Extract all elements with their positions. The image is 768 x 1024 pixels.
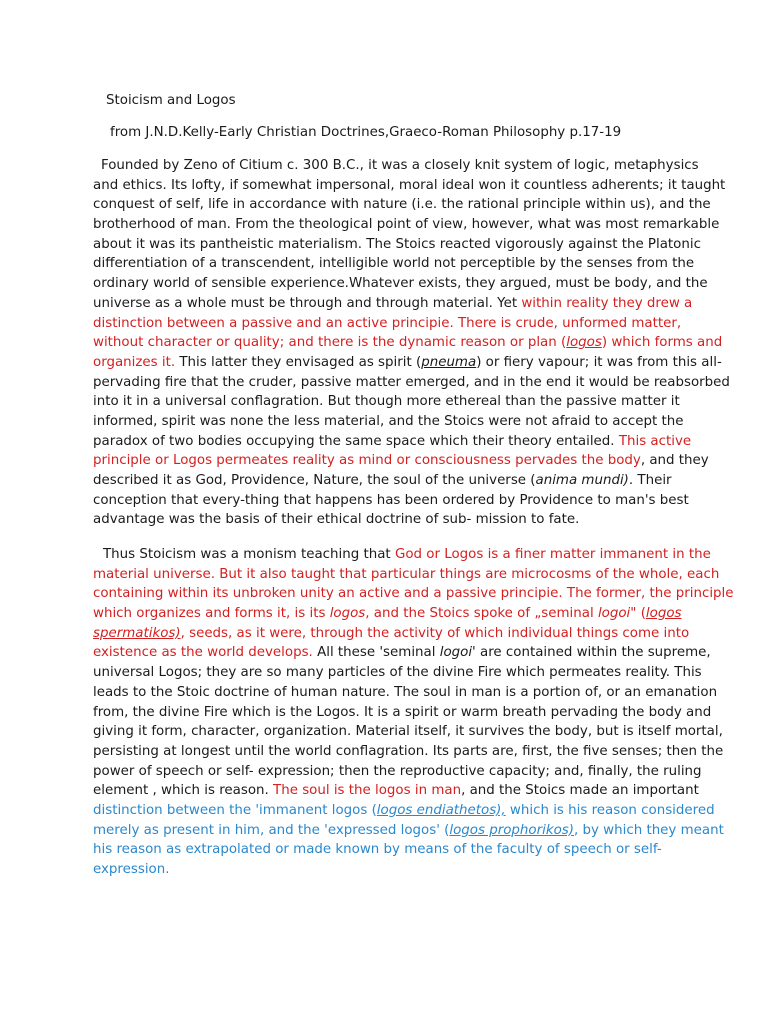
text-run: anima mundi)	[535, 473, 629, 488]
text-run: and ethics. Its lofty, if somewhat impersonal, moral ideal won it countless adherents; it taught	[93, 177, 726, 193]
text-line	[93, 510, 693, 530]
paragraph-1	[93, 156, 730, 530]
text-run: , and the Stoics spoke of „seminal	[365, 606, 598, 622]
text-line	[93, 274, 708, 294]
text-run: logoi'	[439, 645, 476, 661]
text-run: conquest of self, life in accordance with nature (i.e. the rational principle within us), and the	[93, 197, 711, 213]
text-line	[93, 604, 693, 624]
text-run: his reason as extrapolated or made known by means of the faculty of speech or self-	[93, 842, 662, 858]
document-title: Stoicism and Logos	[106, 93, 236, 108]
text-run: expression.	[93, 862, 170, 877]
text-run: described it as God, Providence, Nature, the soul of the universe (	[93, 473, 536, 488]
text-line	[93, 565, 720, 585]
text-run: Thus Stoicism was a monism teaching that	[103, 547, 395, 562]
text-line	[93, 235, 701, 255]
text-run: spermatikos)	[93, 625, 181, 641]
text-run: without character or quality; and there is the dynamic reason or plan (	[93, 335, 567, 351]
text-run: existence as the world develops.	[93, 645, 313, 661]
text-run: ordinary world of sensible experience.Whatever exists, they argued, must be body, and the	[93, 276, 708, 292]
text-run: material universe. But it also taught that particular things are microcosms of the whole, each	[93, 566, 720, 582]
text-run: , and they	[640, 453, 709, 469]
text-line	[93, 762, 702, 782]
text-run: logos	[645, 606, 682, 622]
text-run: are contained within the supreme,	[475, 645, 711, 661]
text-run: distinction between a passive and an active principie. There is crude, unformed matter,	[93, 315, 682, 331]
text-run: , seeds, as it were, through the activity of which individual things come into	[180, 625, 690, 641]
text-line	[93, 294, 693, 314]
text-run: pervading fire that the cruder, passive matter emerged, and in the end it would be reabsorbed	[93, 374, 730, 390]
text-line	[93, 254, 693, 274]
text-run: into it in a universal conflagration. But though more ethereal than the passive matter it	[93, 394, 680, 410]
text-line	[93, 781, 699, 801]
text-line	[93, 742, 724, 762]
text-run: which organizes and forms it, is its	[93, 606, 330, 622]
text-run: This latter they envisaged as spirit (	[175, 354, 422, 370]
text-line	[93, 215, 720, 235]
text-run: persisting at longest until the world conflagration. Its parts are, first, the five senses; then the	[93, 743, 724, 759]
text-run: advantage was the basis of their ethical doctrine of sub- mission to fate.	[93, 512, 580, 528]
text-line	[93, 722, 723, 742]
text-line	[93, 663, 702, 683]
text-run: element , which is reason.	[93, 783, 274, 799]
text-run: about it was its pantheistic materialism. The Stoics reacted vigorously against the Platonic	[93, 236, 701, 252]
text-run: logoi"	[597, 606, 637, 622]
text-run: logos endiathetos),	[376, 802, 506, 818]
text-run: which is his reason considered	[505, 802, 715, 818]
text-run: This active	[618, 433, 692, 449]
text-line	[93, 195, 711, 215]
text-run: logos	[329, 606, 366, 622]
text-run: logos prophorikos)	[449, 822, 574, 838]
text-line	[93, 821, 724, 841]
text-line	[93, 314, 693, 334]
text-line	[93, 643, 711, 663]
text-run: , by which they meant	[573, 822, 724, 838]
text-run: containing within its unbroken unity an active and a passive principie. The former, the principle	[93, 586, 734, 602]
text-line	[93, 624, 693, 644]
text-run: leads to the Stoic doctrine of human nature. The soul in man is a portion of, or an emanation	[93, 684, 718, 700]
text-line	[93, 412, 693, 432]
text-line	[93, 156, 699, 176]
text-line	[93, 392, 693, 412]
document-source: from J.N.D.Kelly-Early Christian Doctrines,Graeco-Roman Philosophy p.17-19	[110, 125, 622, 140]
text-run: ) or fiery vapour; it was from this all-	[476, 354, 722, 370]
text-line	[93, 451, 709, 471]
text-run: universe as a whole must be through and through material. Yet	[93, 295, 522, 311]
text-run: principle or Logos permeates reality as mind or consciousness pervades the body	[93, 453, 641, 469]
text-run: conception that every-thing that happens has been ordered by Providence to man's best	[93, 492, 689, 508]
text-run: informed, spirit was none the less material, and the Stoics were not afraid to accept the	[93, 413, 684, 429]
text-line	[93, 703, 712, 723]
text-run: logos	[566, 335, 602, 351]
text-run: differentiation of a transcendent, intelligible world not perceptible by the senses from the	[93, 256, 695, 272]
text-run: (	[636, 606, 646, 622]
text-run: God or Logos is a finer matter immanent in the	[394, 547, 711, 562]
text-run: pneuma	[421, 354, 477, 370]
text-line	[93, 840, 693, 860]
text-run: distinction between the 'immanent logos (	[93, 802, 377, 818]
text-line	[93, 584, 734, 604]
text-run: organizes it.	[93, 354, 176, 370]
text-run: giving it form, character, organization. Material itself, it survives the body, but is itself mortal,	[93, 724, 723, 740]
text-run: Founded by Zeno of Citium c. 300 B.C., it was a closely knit system of logic, metaphysics	[101, 158, 699, 173]
text-line	[93, 333, 723, 353]
text-line	[93, 373, 730, 393]
text-run: , and the Stoics made an important	[461, 783, 699, 799]
paragraph-2	[93, 545, 734, 880]
text-line	[93, 176, 726, 196]
text-run: paradox of two bodies occupying the same space which their theory entailed.	[93, 433, 619, 449]
text-run: from, the divine Fire which is the Logos. It is a spirit or warm breath pervading the body and	[93, 704, 712, 720]
text-line	[93, 353, 722, 373]
text-line	[93, 491, 693, 511]
text-line	[93, 683, 718, 703]
text-run: power of speech or self- expression; then the reproductive capacity; and, finally, the ruling	[93, 763, 702, 779]
text-run: ) which forms and	[601, 335, 723, 351]
text-line	[93, 801, 715, 821]
text-run: within reality they drew a	[521, 295, 693, 311]
text-run: . Their	[628, 473, 672, 488]
text-line	[93, 860, 693, 880]
text-run: All these 'seminal	[312, 645, 440, 661]
text-run: brotherhood of man. From the theological point of view, however, what was most remarkable	[93, 217, 720, 233]
text-line	[93, 545, 711, 565]
text-line	[93, 471, 693, 491]
text-run: universal Logos; they are so many particles of the divine Fire which permeates reality. This	[93, 665, 702, 681]
text-run: The soul is the logos in man	[273, 783, 462, 799]
text-line	[93, 432, 693, 452]
text-run: merely as present in him, and the 'expressed logos' (	[93, 822, 450, 838]
